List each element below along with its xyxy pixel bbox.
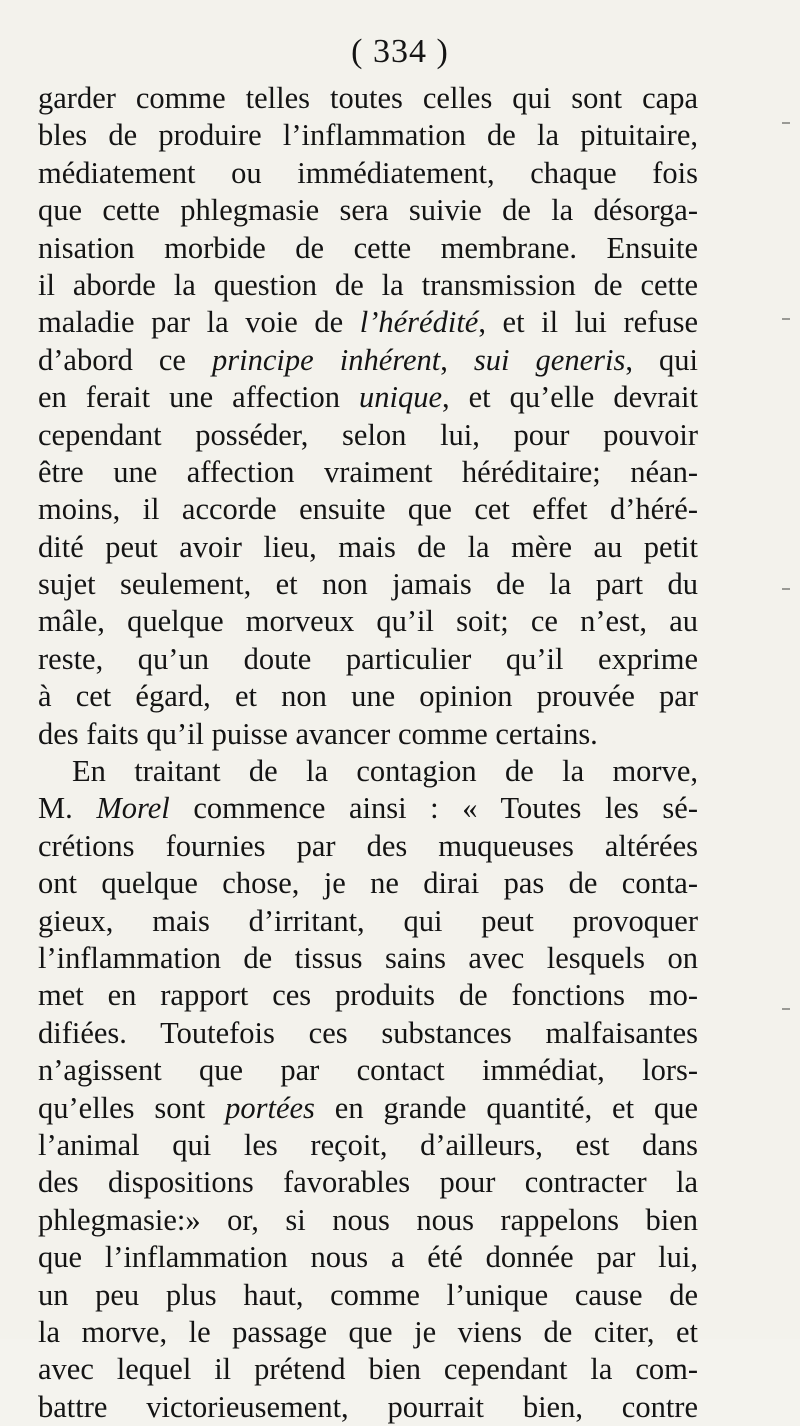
text-line <box>38 1015 698 1052</box>
text-segment: médiatement ou immédiatement, chaque fois <box>38 155 698 190</box>
text-line <box>38 977 698 1014</box>
italic-text: l’hérédité <box>359 305 479 340</box>
text-segment: mâle, quelque morveux qu’il soit; ce n’est, au <box>38 604 698 639</box>
text-line <box>38 417 698 454</box>
text-segment: En traitant de la contagion de la morve, <box>72 754 698 789</box>
text-line <box>38 267 698 304</box>
text-segment: que l’inflammation nous a été donnée par lui, <box>38 1240 698 1275</box>
page-number: ( 334 ) <box>351 33 449 70</box>
text-line <box>38 566 698 603</box>
text-segment: cependant posséder, selon lui, pour pouvoir <box>38 417 698 452</box>
text-segment: gieux, mais d’irritant, qui peut provoquer <box>38 903 698 938</box>
text-line <box>38 342 698 379</box>
text-line <box>38 117 698 154</box>
text-segment: , <box>440 342 474 377</box>
text-segment: difiées. Toutefois ces substances malfaisantes <box>38 1015 698 1050</box>
text-line <box>38 1277 698 1314</box>
text-line <box>38 491 698 528</box>
text-segment: met en rapport ces produits de fonctions mo- <box>38 978 698 1013</box>
text-line <box>38 454 698 491</box>
text-line <box>38 790 698 827</box>
italic-text: principe inhérent <box>212 342 441 377</box>
text-segment: , qui <box>625 342 698 377</box>
text-segment: dité peut avoir lieu, mais de la mère au petit <box>38 529 698 564</box>
text-segment: être une affection vraiment héréditaire; néan- <box>38 454 698 489</box>
text-line <box>38 80 698 117</box>
text-segment: maladie par la voie de <box>38 305 360 340</box>
text-segment: l’inflammation de tissus sains avec lesquels on <box>38 940 698 975</box>
text-segment: des faits qu’il puisse avancer comme certains. <box>38 716 598 751</box>
text-segment: d’abord ce <box>38 342 213 377</box>
text-line <box>38 155 698 192</box>
text-segment: avec lequel il prétend bien cependant la com- <box>38 1352 698 1387</box>
text-segment: n’agissent que par contact immédiat, lors- <box>38 1053 698 1088</box>
text-line <box>38 828 698 865</box>
text-segment: des dispositions favorables pour contracter la <box>38 1165 698 1200</box>
text-segment: ont quelque chose, je ne dirai pas de conta- <box>38 866 698 901</box>
text-segment: un peu plus haut, comme l’unique cause de <box>38 1277 698 1312</box>
margin-mark <box>782 588 790 590</box>
text-segment: sujet seulement, et non jamais de la part du <box>38 567 698 602</box>
text-line <box>38 753 698 790</box>
text-segment: nisation morbide de cette membrane. Ensuite <box>38 230 698 265</box>
text-line <box>38 529 698 566</box>
text-line <box>38 230 698 267</box>
italic-text: sui generis <box>473 342 626 377</box>
text-line <box>38 1052 698 1089</box>
text-segment: à cet égard, et non une opinion prouvée par <box>38 679 698 714</box>
margin-mark <box>782 318 790 320</box>
text-line <box>38 1239 698 1276</box>
text-line <box>38 192 698 229</box>
text-segment: il aborde la question de la transmission de cette <box>38 267 698 302</box>
text-line <box>38 1090 698 1127</box>
italic-text: unique <box>358 380 442 415</box>
text-segment: l’animal qui les reçoit, d’ailleurs, est dans <box>38 1127 698 1162</box>
text-line <box>38 641 698 678</box>
body-text <box>38 80 698 1426</box>
text-segment: en ferait une affection <box>38 380 359 415</box>
text-line <box>38 716 698 753</box>
margin-mark <box>782 1008 790 1010</box>
text-segment: qu’elles sont <box>38 1090 226 1125</box>
text-line <box>38 865 698 902</box>
text-segment: , et il lui refuse <box>478 305 698 340</box>
text-segment: la morve, le passage que je viens de citer, et <box>38 1314 698 1349</box>
text-segment: bles de produire l’inflammation de la pituitaire, <box>38 118 698 153</box>
text-segment: crétions fournies par des muqueuses altérées <box>38 828 698 863</box>
margin-mark <box>782 122 790 124</box>
text-segment: garder comme telles toutes celles qui sont capa <box>38 81 698 115</box>
text-line <box>38 1314 698 1351</box>
text-segment: commence ainsi : « Toutes les sé- <box>169 791 698 826</box>
italic-text: portées <box>225 1090 315 1125</box>
text-line <box>38 1127 698 1164</box>
text-line <box>38 1351 698 1388</box>
text-line <box>38 379 698 416</box>
text-line <box>38 1164 698 1201</box>
text-segment: que cette phlegmasie sera suivie de la désorga- <box>38 193 698 228</box>
text-line <box>38 304 698 341</box>
text-line <box>38 903 698 940</box>
italic-text: Morel <box>96 791 170 826</box>
text-segment: reste, qu’un doute particulier qu’il exprime <box>38 641 698 676</box>
text-segment: en grande quantité, et que <box>314 1090 698 1125</box>
text-line <box>38 940 698 977</box>
text-line <box>38 678 698 715</box>
text-segment: phlegmasie:» or, si nous nous rappelons bien <box>38 1202 698 1237</box>
text-segment: M. <box>38 791 97 826</box>
text-line <box>38 1202 698 1239</box>
text-segment: , et qu’elle devrait <box>442 380 698 415</box>
text-line <box>38 1389 698 1426</box>
text-line <box>38 603 698 640</box>
text-segment: battre victorieusement, pourrait bien, contre <box>38 1389 698 1424</box>
text-segment: moins, il accorde ensuite que cet effet d’héré- <box>38 492 698 527</box>
